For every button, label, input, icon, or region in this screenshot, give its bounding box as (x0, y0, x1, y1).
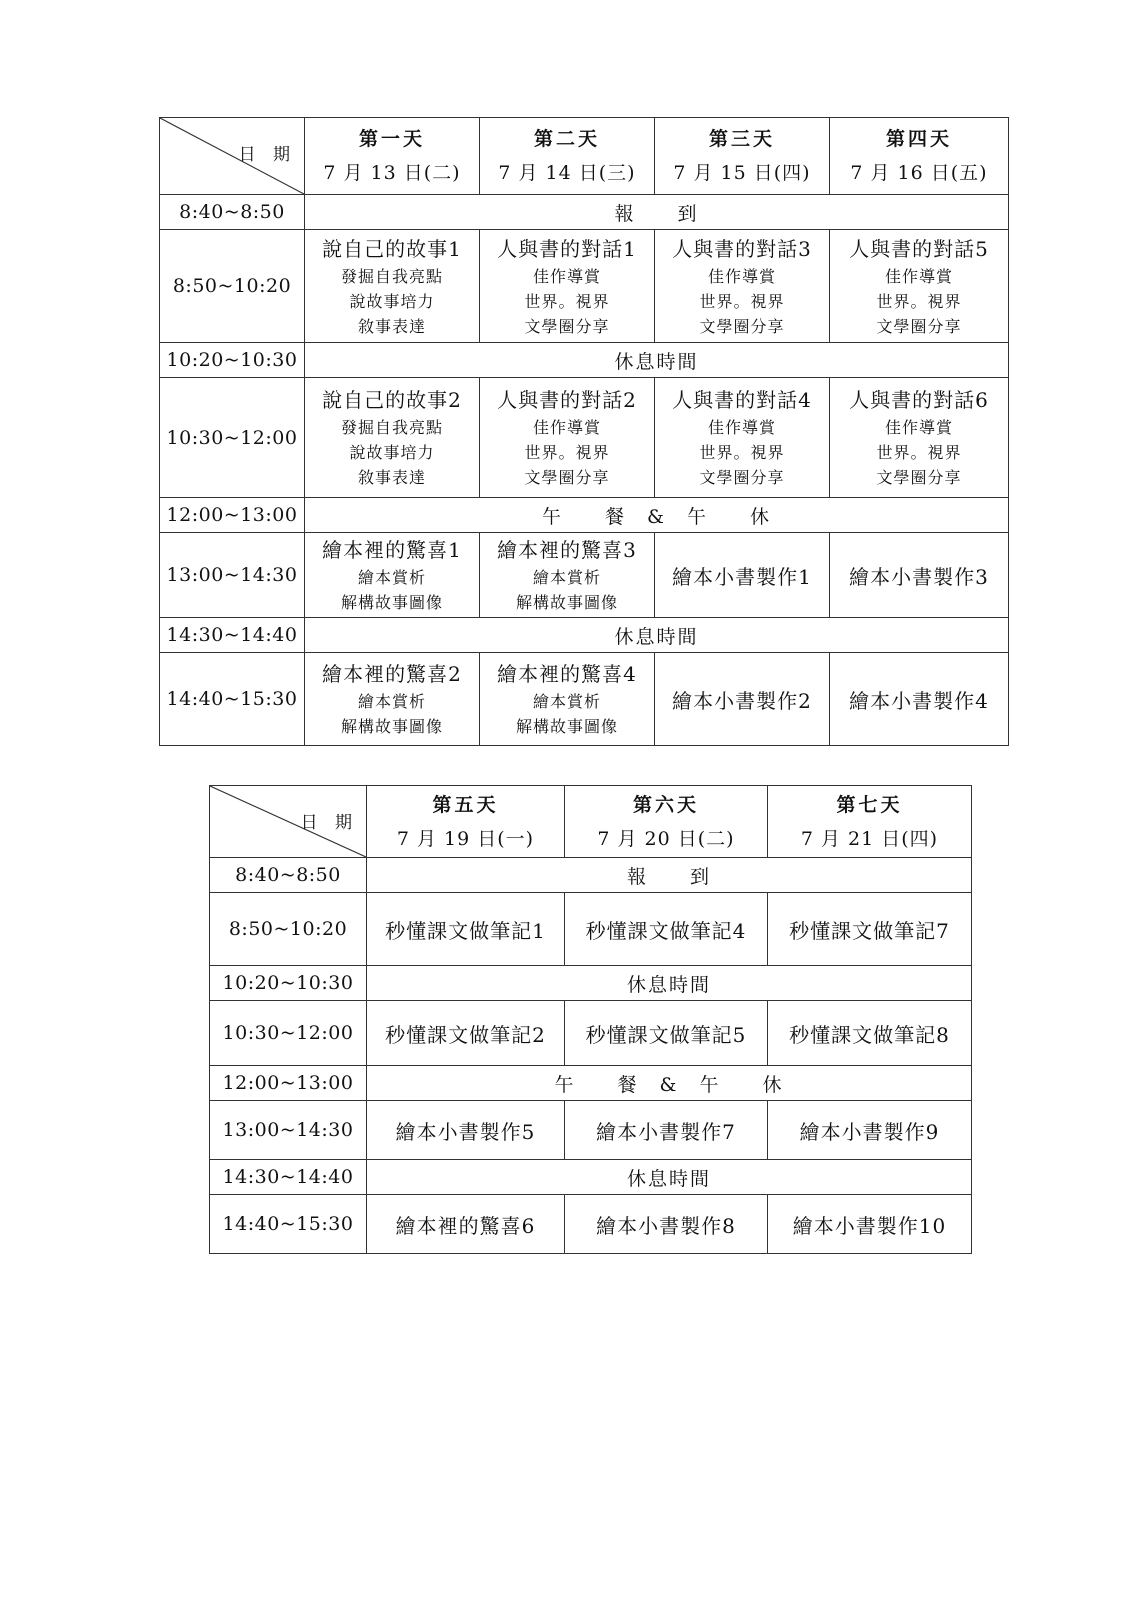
session-detail: 發掘自我亮點 (340, 266, 443, 286)
table-row (160, 195, 1009, 230)
day-header (305, 118, 480, 195)
table-row (210, 1001, 972, 1066)
session-title: 繪本裡的驚喜3 (497, 538, 637, 562)
session-detail: 佳作導賞 (532, 418, 601, 437)
day-header (830, 118, 1009, 195)
date-corner-cell (210, 786, 367, 858)
session-cell (480, 533, 655, 618)
session-cell: 秒懂課文做筆記1 (367, 893, 565, 966)
session-detail: 敘事表達 (357, 316, 426, 336)
session-detail: 發掘自我亮點 (340, 418, 443, 437)
table-row (210, 858, 972, 893)
session-title: 人與書的對話2 (497, 388, 637, 412)
session-detail: 說故事培力 (349, 443, 435, 462)
checkin-cell: 報 到 (367, 858, 972, 893)
session-cell (305, 653, 480, 746)
session-cell (480, 653, 655, 746)
session-title: 人與書的對話4 (672, 388, 812, 412)
table-row (210, 966, 972, 1001)
session-cell: 繪本小書製作2 (655, 653, 830, 746)
day-date: 7 月 19 日(一) (396, 827, 535, 850)
session-detail: 佳作導賞 (884, 418, 953, 437)
day-header (480, 118, 655, 195)
session-cell (480, 378, 655, 498)
session-cell: 秒懂課文做筆記2 (367, 1001, 565, 1066)
day-header (565, 786, 768, 858)
session-cell (830, 378, 1009, 498)
session-cell (305, 230, 480, 343)
time-cell: 14:40~15:30 (210, 1195, 367, 1254)
session-cell: 繪本小書製作9 (768, 1101, 972, 1160)
day-name: 第一天 (358, 128, 425, 150)
session-detail: 世界。視界 (524, 443, 610, 462)
table-row (210, 1160, 972, 1195)
day-name: 第六天 (632, 793, 699, 816)
time-cell: 14:30~14:40 (160, 618, 305, 653)
table-row (160, 378, 1009, 498)
checkin-cell: 報 到 (305, 195, 1009, 230)
session-title: 繪本裡的驚喜2 (322, 662, 462, 686)
table-row (210, 893, 972, 966)
table-row (210, 1066, 972, 1101)
session-detail: 繪本賞析 (532, 692, 601, 711)
session-detail: 解構故事圖像 (515, 593, 618, 612)
session-detail: 文學圈分享 (876, 316, 962, 336)
session-cell: 秒懂課文做筆記8 (768, 1001, 972, 1066)
header-row (160, 118, 1009, 195)
table-row (160, 498, 1009, 533)
lunch-cell: 午 餐 & 午 休 (367, 1066, 972, 1101)
table-row (210, 1101, 972, 1160)
session-title: 人與書的對話6 (849, 388, 989, 412)
session-detail: 世界。視界 (699, 291, 785, 311)
table-row (160, 533, 1009, 618)
table-row (160, 230, 1009, 343)
session-detail: 佳作導賞 (532, 266, 601, 286)
header-row (210, 786, 972, 858)
session-detail: 文學圈分享 (524, 468, 610, 487)
day-header (768, 786, 972, 858)
time-cell: 8:40~8:50 (210, 858, 367, 893)
session-cell (655, 378, 830, 498)
day-name: 第二天 (533, 128, 600, 150)
day-date: 7 月 16 日(五) (850, 162, 988, 184)
time-cell: 8:50~10:20 (160, 230, 305, 343)
day-header (367, 786, 565, 858)
day-date: 7 月 21 日(四) (800, 827, 939, 850)
session-detail: 說故事培力 (349, 291, 435, 311)
session-detail: 繪本賞析 (357, 568, 426, 587)
schedule-table-week1 (159, 117, 1009, 746)
table-row (160, 618, 1009, 653)
session-cell: 秒懂課文做筆記5 (565, 1001, 768, 1066)
break-cell: 休息時間 (367, 1160, 972, 1195)
session-title: 說自己的故事1 (322, 236, 462, 261)
day-name: 第四天 (885, 128, 952, 150)
session-detail: 世界。視界 (699, 443, 785, 462)
session-cell: 繪本裡的驚喜6 (367, 1195, 565, 1254)
time-cell: 12:00~13:00 (160, 498, 305, 533)
session-cell (305, 533, 480, 618)
session-title: 人與書的對話1 (497, 236, 637, 261)
session-detail: 文學圈分享 (699, 468, 785, 487)
session-detail: 佳作導賞 (707, 418, 776, 437)
date-header-label: 日 期 (300, 813, 358, 833)
day-header (655, 118, 830, 195)
break-cell: 休息時間 (305, 343, 1009, 378)
session-cell: 繪本小書製作4 (830, 653, 1009, 746)
session-cell: 繪本小書製作10 (768, 1195, 972, 1254)
session-cell: 秒懂課文做筆記7 (768, 893, 972, 966)
day-name: 第七天 (836, 793, 903, 816)
lunch-cell: 午 餐 & 午 休 (305, 498, 1009, 533)
session-cell (480, 230, 655, 343)
time-cell: 10:30~12:00 (210, 1001, 367, 1066)
session-detail: 文學圈分享 (524, 316, 610, 336)
day-date: 7 月 15 日(四) (673, 162, 811, 184)
session-cell: 繪本小書製作1 (655, 533, 830, 618)
session-cell (830, 230, 1009, 343)
session-detail: 佳作導賞 (707, 266, 776, 286)
session-detail: 解構故事圖像 (340, 593, 443, 612)
day-name: 第三天 (708, 128, 775, 150)
session-detail: 文學圈分享 (699, 316, 785, 336)
session-detail: 佳作導賞 (884, 266, 953, 286)
table-row (160, 653, 1009, 746)
day-date: 7 月 14 日(三) (498, 162, 636, 184)
session-detail: 敘事表達 (357, 468, 426, 487)
session-title: 人與書的對話5 (849, 236, 989, 261)
session-title: 繪本裡的驚喜4 (497, 662, 637, 686)
time-cell: 13:00~14:30 (210, 1101, 367, 1160)
session-detail: 文學圈分享 (876, 468, 962, 487)
session-cell: 繪本小書製作3 (830, 533, 1009, 618)
date-header-label: 日 期 (238, 145, 296, 165)
session-detail: 繪本賞析 (357, 692, 426, 711)
session-detail: 繪本賞析 (532, 568, 601, 587)
session-detail: 世界。視界 (524, 291, 610, 311)
session-cell: 繪本小書製作5 (367, 1101, 565, 1160)
day-date: 7 月 13 日(二) (323, 162, 461, 184)
session-title: 說自己的故事2 (322, 388, 462, 412)
day-date: 7 月 20 日(二) (597, 827, 735, 850)
time-cell: 10:20~10:30 (210, 966, 367, 1001)
session-detail: 解構故事圖像 (515, 717, 618, 736)
break-cell: 休息時間 (305, 618, 1009, 653)
table-row (160, 343, 1009, 378)
session-detail: 世界。視界 (876, 291, 962, 311)
session-title: 繪本裡的驚喜1 (322, 538, 462, 562)
time-cell: 8:50~10:20 (210, 893, 367, 966)
schedule-table-week2 (209, 785, 972, 1254)
day-name: 第五天 (432, 793, 499, 816)
session-cell (305, 378, 480, 498)
time-cell: 8:40~8:50 (160, 195, 305, 230)
session-detail: 解構故事圖像 (340, 717, 443, 736)
session-cell: 繪本小書製作7 (565, 1101, 768, 1160)
session-cell (655, 230, 830, 343)
time-cell: 14:30~14:40 (210, 1160, 367, 1195)
session-cell: 秒懂課文做筆記4 (565, 893, 768, 966)
time-cell: 12:00~13:00 (210, 1066, 367, 1101)
session-detail: 世界。視界 (876, 443, 962, 462)
time-cell: 14:40~15:30 (160, 653, 305, 746)
table-row (210, 1195, 972, 1254)
time-cell: 10:30~12:00 (160, 378, 305, 498)
time-cell: 10:20~10:30 (160, 343, 305, 378)
break-cell: 休息時間 (367, 966, 972, 1001)
date-corner-cell (160, 118, 305, 195)
time-cell: 13:00~14:30 (160, 533, 305, 618)
session-cell: 繪本小書製作8 (565, 1195, 768, 1254)
session-title: 人與書的對話3 (672, 236, 812, 261)
